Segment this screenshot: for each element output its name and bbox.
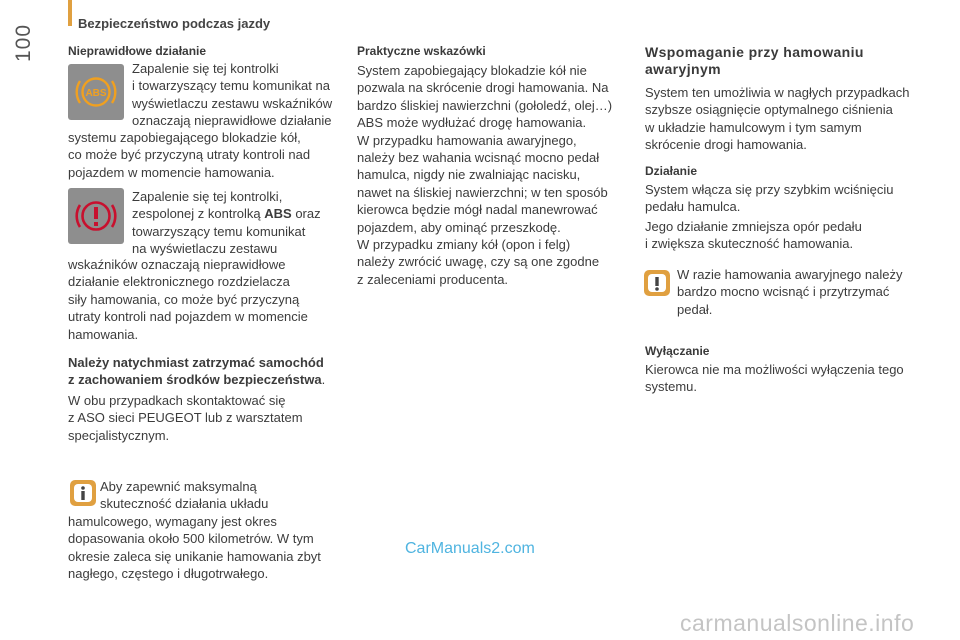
- brake-assist-intro: System ten umożliwia w nagłych przypadkach szybsze osiągnięcie optymalnego ciśnienia w układzie hamulcowym i tym samym skrócenie drogi hamowania.: [645, 85, 910, 153]
- warning-paragraph: W razie hamowania awaryjnego należy bardzo mocno wcisnąć i przytrzymać pedał.: [677, 267, 903, 317]
- disable-paragraph: Kierowca nie ma możliwości wyłączenia tego systemu.: [645, 362, 904, 395]
- section-accent-bar: [68, 0, 72, 26]
- operation-paragraph-1: System włącza się przy szybkim wciśnięciu pedału hamulca.: [645, 182, 894, 215]
- warning-icon: [644, 270, 670, 296]
- page-number: 100: [12, 23, 35, 62]
- info-icon: [70, 480, 96, 506]
- info-paragraph-rest: hamulcowego, wymagany jest okres dopasowania około 500 kilometrów. W tym okresie zaleca się unikanie hamowania zbyt nagłego, częstego i długotrwałego.: [68, 514, 321, 582]
- stop-instruction: Należy natychmiast zatrzymać samochód z zachowaniem środków bezpieczeństwa.: [68, 355, 326, 388]
- abs-icon-label: ABS: [85, 88, 107, 99]
- brake-assist-heading: Wspomaganie przy hamowaniu awaryjnym: [645, 44, 864, 77]
- practical-tips-heading: Praktyczne wskazówki: [357, 44, 486, 58]
- abs-paragraph-indented: Zapalenie się tej kontrolki i towarzyszący temu komunikat na wyświetlaczu zestawu wskaźników oznaczają nieprawidłowe działanie: [132, 61, 333, 129]
- malfunction-heading: Nieprawidłowe działanie: [68, 44, 207, 58]
- brake-paragraph-rest: wskaźników oznaczają nieprawidłowe działanie elektronicznego rozdzielacza siły hamowania, co może być przyczyną utraty kontroli nad pojazdem w momencie hamowania.: [68, 257, 308, 342]
- info-paragraph-indented: Aby zapewnić maksymalną skuteczność działania układu: [100, 479, 269, 512]
- practical-tips-paragraph-1: System zapobiegający blokadzie kół nie pozwala na skrócenie drogi hamowania. Na bardzo śliskiej nawierzchni (gołoledź, olej…) ABS może wydłużać drogę hamowania. W przypadku hamowania awaryjnego, należy bez wahania wcisnąć mocno pedał hamulca, nigdy nie zwalniając nacisku, nawet na śliskiej nawierzchni; w ten sposób kierowca będzie mógł nadal manewrować pojazdem, aby ominąć przeszkodę.: [357, 63, 613, 235]
- disable-heading: Wyłączanie: [645, 344, 710, 358]
- contact-paragraph: W obu przypadkach skontaktować się z ASO sieci PEUGEOT lub z warsztatem specjalistycznym.: [68, 393, 303, 443]
- operation-heading: Działanie: [645, 164, 698, 178]
- abs-paragraph-rest: systemu zapobiegającego blokadzie kół, co może być przyczyną utraty kontroli nad pojazdem w momencie hamowania.: [68, 130, 311, 180]
- section-title: Bezpieczeństwo podczas jazdy: [78, 16, 271, 31]
- brake-paragraph-indented: Zapalenie się tej kontrolki, zespolonej z kontrolką ABS oraz towarzyszący temu komunikat na wyświetlaczu zestawu: [132, 189, 321, 257]
- watermark-carmanualsonline: carmanualsonline.info: [680, 610, 915, 636]
- operation-paragraph-2: Jego działanie zmniejsza opór pedału i zwiększa skuteczność hamowania.: [645, 219, 862, 252]
- watermark-carmanuals2: CarManuals2.com: [405, 540, 535, 557]
- abs-warning-icon: [68, 64, 124, 120]
- practical-tips-paragraph-2: W przypadku zmiany kół (opon i felg) należy zwrócić uwagę, czy są one zgodne z zaleceniami producenta.: [357, 237, 600, 287]
- brake-warning-icon: [68, 188, 124, 244]
